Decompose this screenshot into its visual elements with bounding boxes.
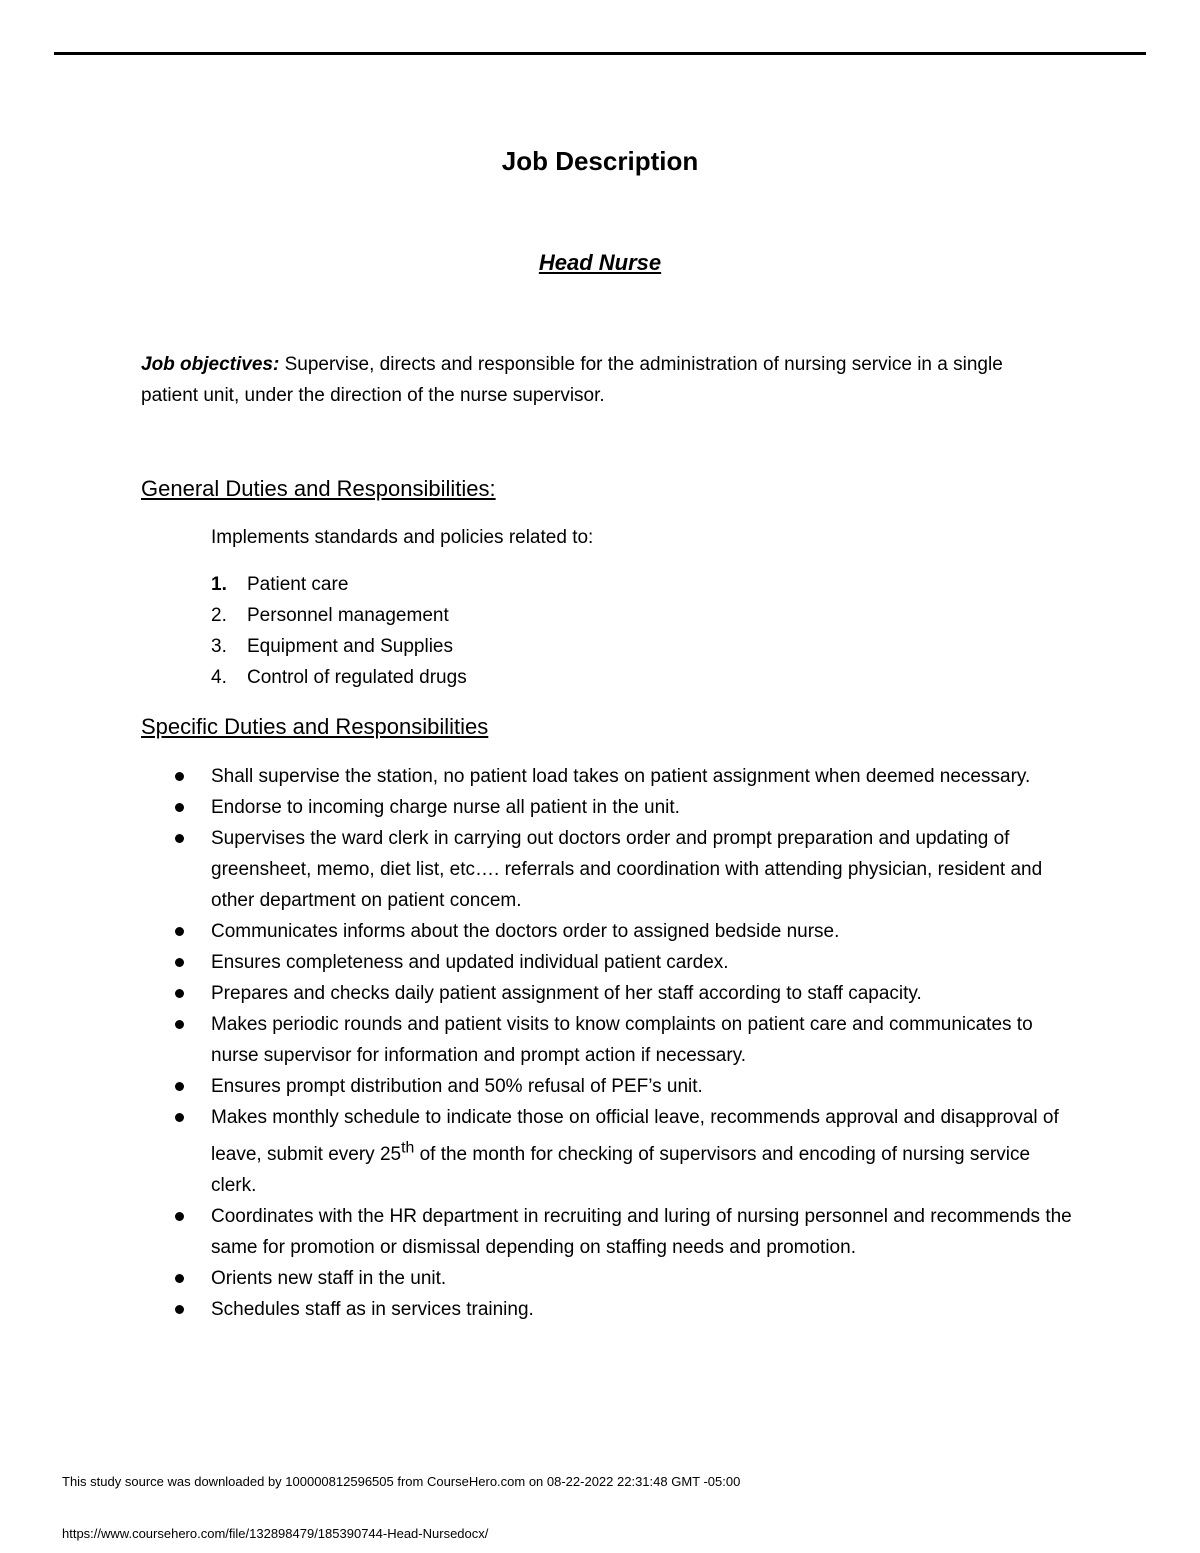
- list-item-number: 4.: [211, 667, 227, 688]
- bullet-icon: [175, 1113, 184, 1122]
- list-item: [172, 947, 1072, 978]
- document-subtitle: Head Nurse: [538, 250, 662, 275]
- list-item-text: Communicates informs about the doctors order to assigned bedside nurse.: [211, 921, 840, 942]
- general-duties-heading: General Duties and Responsibilities:: [141, 476, 496, 501]
- list-item-text: Equipment and Supplies: [247, 636, 453, 657]
- list-item-text: Prepares and checks daily patient assignment of her staff according to staff capacity.: [211, 983, 922, 1004]
- list-item-text: Ensures completeness and updated individual patient cardex.: [211, 952, 729, 973]
- list-item-text: Orients new staff in the unit.: [211, 1268, 447, 1290]
- bullet-icon: [175, 1020, 184, 1029]
- list-item: [172, 792, 1072, 823]
- list-item-number: 3.: [211, 636, 227, 657]
- source-url: https://www.coursehero.com/file/132898479/185390744-Head-Nursedocx/: [62, 1526, 489, 1541]
- list-item: [211, 631, 467, 662]
- bullet-icon: [175, 1212, 184, 1221]
- list-item-text: Patient care: [247, 574, 349, 595]
- list-item-text: Control of regulated drugs: [247, 667, 467, 688]
- document-title: Job Description: [501, 146, 699, 176]
- list-item: [172, 978, 1072, 1009]
- download-source-notice: This study source was downloaded by 100000812596505 from CourseHero.com on 08-22-2022 22:31:48 GMT -05:00: [62, 1474, 741, 1489]
- list-item: [172, 761, 1072, 792]
- bullet-icon: [175, 989, 184, 998]
- list-item: [172, 823, 1072, 916]
- list-item-text: Makes periodic rounds and patient visits to know complaints on patient care and communicates to nurse supervisor for information and prompt action if necessary.: [211, 1014, 1033, 1066]
- list-item: [172, 1102, 1072, 1201]
- list-item-number: 1.: [211, 574, 227, 595]
- bullet-icon: [175, 772, 184, 781]
- general-duties-intro: Implements standards and policies related to:: [211, 527, 594, 548]
- list-item-text: Coordinates with the HR department in recruiting and luring of nursing personnel and recommends the same for promotion or dismissal depending on staffing needs and promotion.: [211, 1206, 1072, 1259]
- list-item-text: Endorse to incoming charge nurse all patient in the unit.: [211, 797, 680, 818]
- bullet-icon: [175, 958, 184, 967]
- list-item-text: Schedules staff as in services training.: [211, 1299, 534, 1321]
- job-objectives-label: Job objectives:: [141, 354, 280, 375]
- list-item: [172, 1071, 1072, 1102]
- list-item: [172, 1263, 1072, 1294]
- top-horizontal-rule: [54, 52, 1146, 55]
- list-item-text: Shall supervise the station, no patient load takes on patient assignment when deemed necessary.: [211, 766, 1031, 787]
- list-item: [172, 1294, 1072, 1325]
- list-item-text: Ensures prompt distribution and 50% refusal of PEF’s unit.: [211, 1076, 703, 1097]
- list-item-text: [211, 1107, 1059, 1196]
- bullet-icon: [175, 927, 184, 936]
- list-item: [211, 569, 467, 600]
- list-item: [211, 600, 467, 631]
- specific-duties-list: [172, 761, 1072, 1325]
- list-item: [172, 916, 1072, 947]
- specific-duties-heading: Specific Duties and Responsibilities: [141, 714, 489, 739]
- list-item: [172, 1201, 1072, 1263]
- bullet-icon: [175, 834, 184, 843]
- list-item-text-part: of the month for checking of supervisors and encoding of nursing service clerk.: [211, 1144, 1031, 1197]
- general-duties-list: [211, 569, 467, 693]
- list-item-text-part: Makes monthly schedule to indicate those on official leave, recommends approval and disapproval of leave, submit every 25: [211, 1107, 1059, 1166]
- bullet-icon: [175, 1274, 184, 1283]
- job-objectives-text: Supervise, directs and responsible for the administration of nursing service in a single patient unit, under the direction of the nurse supervisor.: [141, 354, 1003, 406]
- list-item: [211, 662, 467, 693]
- bullet-icon: [175, 1305, 184, 1314]
- job-objectives-paragraph: [141, 349, 1061, 411]
- list-item: [172, 1009, 1072, 1071]
- list-item-number: 2.: [211, 605, 227, 626]
- bullet-icon: [175, 1082, 184, 1091]
- list-item-text: Supervises the ward clerk in carrying out doctors order and prompt preparation and updating of greensheet, memo, diet list, etc…. referrals and coordination with attending physician, resident and other department on patient concem.: [211, 828, 1043, 911]
- list-item-text: Personnel management: [247, 605, 449, 626]
- bullet-icon: [175, 803, 184, 812]
- ordinal-suffix: th: [401, 1140, 415, 1157]
